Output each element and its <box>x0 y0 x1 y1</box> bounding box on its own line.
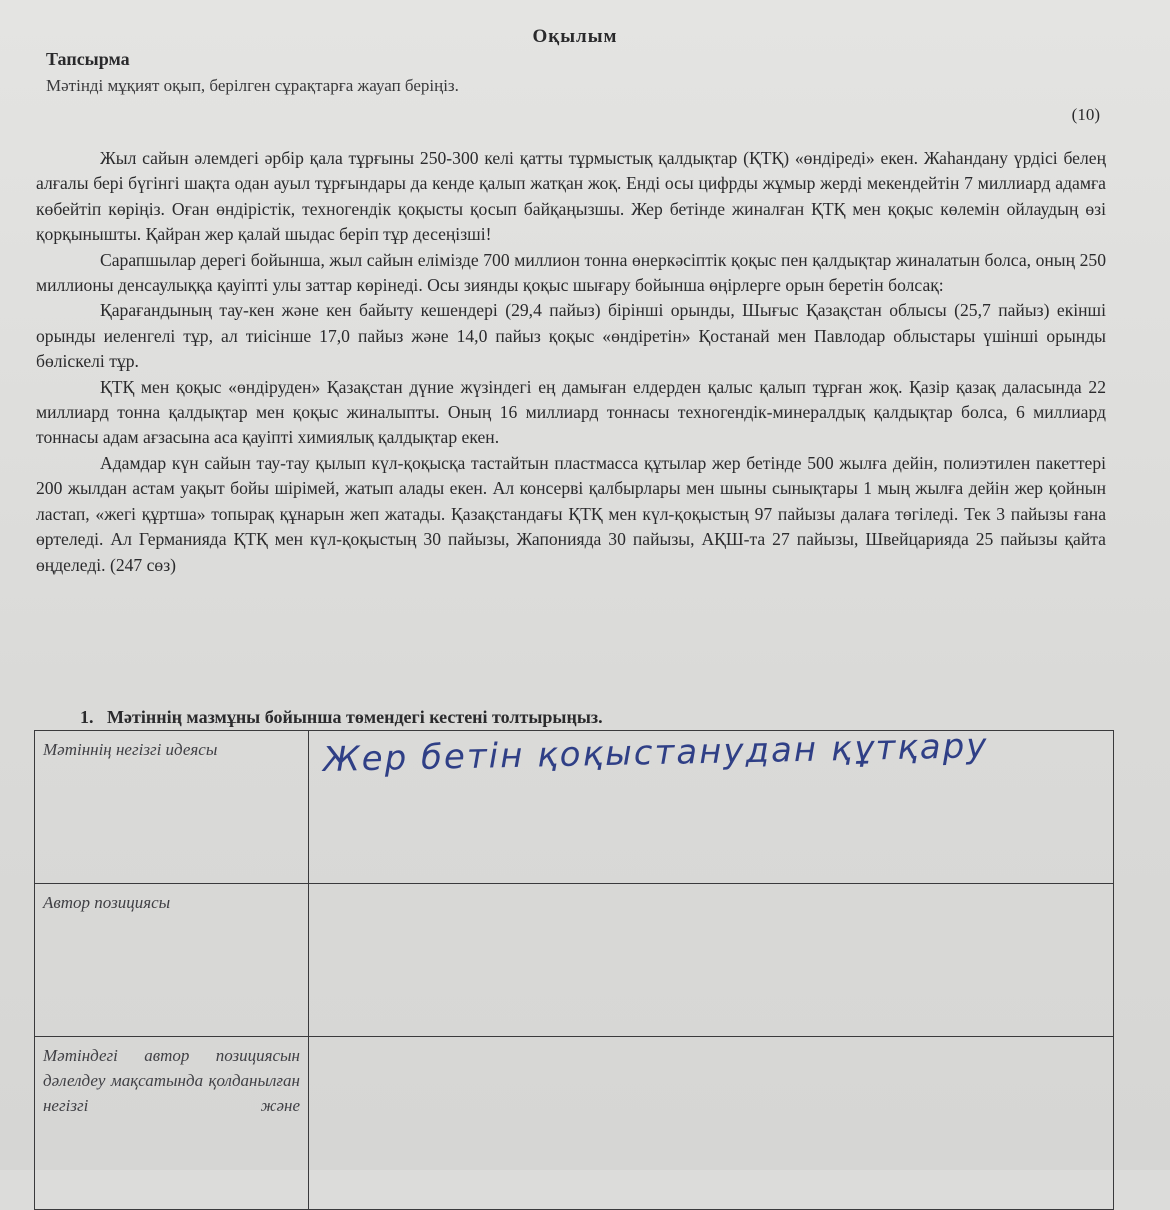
paragraph-5: Адамдар күн сайын тау-тау қылып күл-қоқысқа тастайтын пластмасса құтылар жер бетінде 500 жылға дейін, полиэтилен пакеттері 200 жылдан астам уақыт бойы шірімей, жатып алады екен. Ал консерві қалбырлары мен шыны сынықтары 1 мың жылға дейін жер қойнын ластап, «жегі құртша» топырақ құнарын жеп жатады. Қазақстандағы ҚТҚ мен күл-қоқыстың 97 пайызы далаға төгіледі. Тек 3 пайызы ғана өртеледі. Ал Германияда ҚТҚ мен күл-қоқыстың 30 пайызы, Жапонияда 30 пайызы, АҚШ-та 27 пайызы, Швейцарияда 25 пайызы қайта өңделеді. (247 сөз) <box>36 452 1106 575</box>
paragraph-3: Қарағандының тау-кен және кен байыту кешендері (29,4 пайыз) бірінші орынды, Шығыс Қазақстан облысы (25,7 пайыз) екінші орынды иеленгелі тұр, ал тиісінше 17,0 пайыз және 14,0 пайыз қоқыс «өндіретін» Қостанай мен Павлодар облыстары үшінші орынды бөліскелі тұр. <box>36 300 1106 372</box>
table-row <box>35 1037 1114 1210</box>
answer-cell-evidence[interactable] <box>309 1037 1114 1210</box>
paragraph-4: ҚТҚ мен қоқыс «өндіруден» Қазақстан дүние жүзіндегі ең дамыған елдерден қалыс қалып тұрған жоқ. Қазір қазақ даласында 22 миллиард тонна қалдықтар мен қоқыс жиналыпты. Оның 16 миллиард тоннасы техногендік-минералдық қалдықтар болса, 6 миллиард тоннасы адам ағзасына аса қауіпті химиялық қалдықтар екен. <box>36 376 1106 448</box>
points-label: (10) <box>1071 105 1100 124</box>
row-label-evidence <box>35 1037 309 1210</box>
task-heading: Тапсырма <box>46 49 130 69</box>
task-instruction: Мәтінді мұқият оқып, берілген сұрақтарға жауап беріңіз. <box>46 76 459 95</box>
table-row <box>35 731 1114 884</box>
paragraph-2: Сарапшылар дерегі бойынша, жыл сайын елімізде 700 миллион тонна өнеркәсіптік қоқыс пен қалдықтар жиналатын болса, оның 250 миллионы денсаулыққа қауіпті улы заттар көрінеді. Осы зиянды қоқыс шығару бойынша өңірлерге орын беретін болсақ: <box>36 249 1106 296</box>
handwritten-answer: Жер бетін қоқыстанудан құтқару <box>322 726 989 780</box>
answer-table <box>34 726 1114 1210</box>
answer-cell-author-position[interactable] <box>309 884 1114 1037</box>
row-label-author-position: Автор позициясы <box>35 884 309 1037</box>
row-label-main-idea: Мәтіннің негізгі идеясы <box>35 731 309 884</box>
question-heading: 1. Мәтіннің мазмұны бойынша төмендегі кестені толтырыңыз. <box>80 707 603 727</box>
paragraph-1: Жыл сайын әлемдегі әрбір қала тұрғыны 250-300 келі қатты тұрмыстық қалдықтар (ҚТҚ) «өндіреді» екен. Жаһандану үрдісі белең алғалы бері бүгінгі шақта одан ауыл тұрғындары да кенде қалып жатқан жоқ. Енді осы цифрды жұмыр жерді мекендейтін 7 миллиард адамға көбейтіп көріңіз. Оған өндірістік, техногендік қоқысты қосып байқаңызшы. Жер бетінде жиналған ҚТҚ мен қоқыс көлемін ойлаудың өзі қорқынышты. Қайран жер қалай шыдас беріп тұр десеңізші! <box>36 148 1106 245</box>
section-title: Оқылым <box>532 26 618 47</box>
table-row <box>35 884 1114 1037</box>
row-label-evidence-text: Мәтіндегі автор позициясын дәлелдеу мақсатында қолданылған негізгі және <box>43 1046 300 1115</box>
reading-text <box>36 146 1106 578</box>
answer-cell-main-idea[interactable] <box>309 726 1114 884</box>
